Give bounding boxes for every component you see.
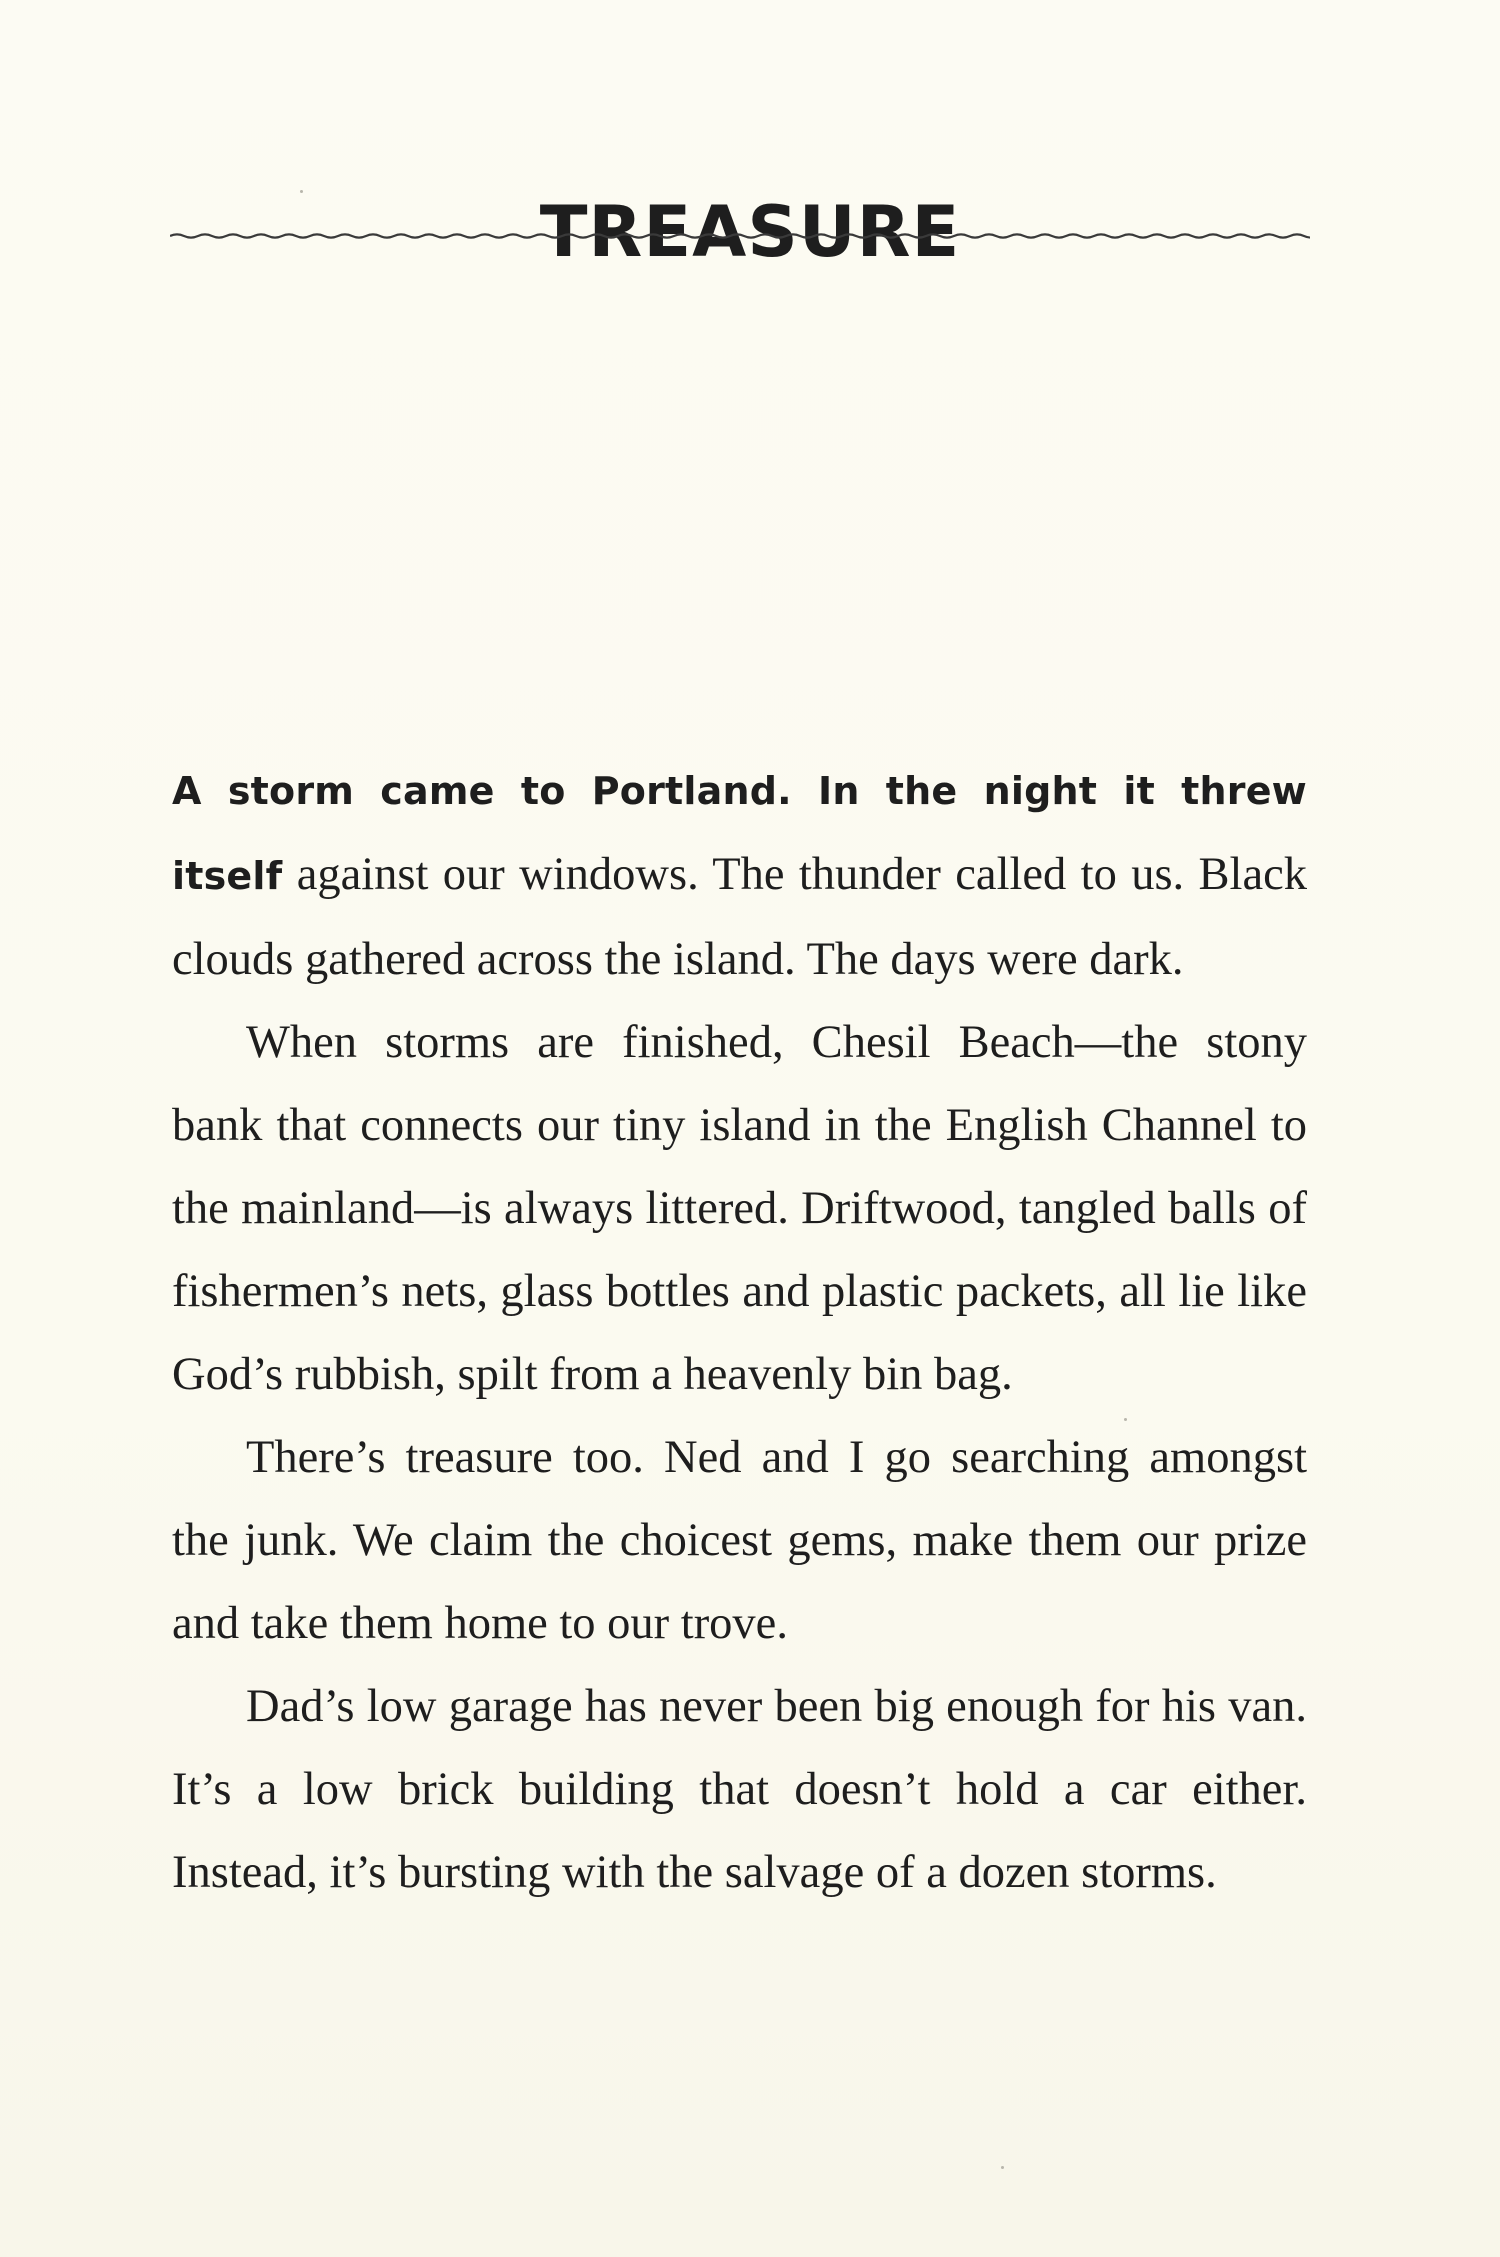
chapter-title: TREASURE bbox=[539, 190, 961, 273]
paragraph-4 bbox=[172, 1665, 1307, 1914]
chapter-body bbox=[172, 748, 1307, 1914]
paragraph-1 bbox=[172, 748, 1307, 1001]
paragraph-text: There’s treasure too. Ned and I go searching amongst the junk. We claim the choicest gems, make them our prize and take them home to our trove. bbox=[172, 1432, 1307, 1649]
paragraph-lead-in: A storm came to Portland. In the night it threw itself bbox=[172, 769, 1307, 898]
paper-speck bbox=[300, 190, 303, 193]
paragraph-2 bbox=[172, 1001, 1307, 1416]
paragraph-text: Dad’s low garage has never been big enough for his van. It’s a low brick building that doesn’t hold a car either. Instead, it’s bursting with the salvage of a dozen storms. bbox=[172, 1681, 1307, 1898]
paper-speck bbox=[1124, 1418, 1127, 1421]
paper-speck bbox=[1001, 2166, 1004, 2169]
wavy-rule-ornament bbox=[170, 228, 1310, 244]
paragraph-3 bbox=[172, 1416, 1307, 1665]
paragraph-text: When storms are finished, Chesil Beach—the stony bank that connects our tiny island in the English Channel to the mainland—is always littered. Driftwood, tangled balls of fishermen’s nets, glass bottles and plastic packets, all lie like God’s rubbish, spilt from a heavenly bin bag. bbox=[172, 1017, 1307, 1400]
paragraph-text: against our windows. The thunder called to us. Black clouds gathered across the island. The days were dark. bbox=[172, 849, 1307, 985]
